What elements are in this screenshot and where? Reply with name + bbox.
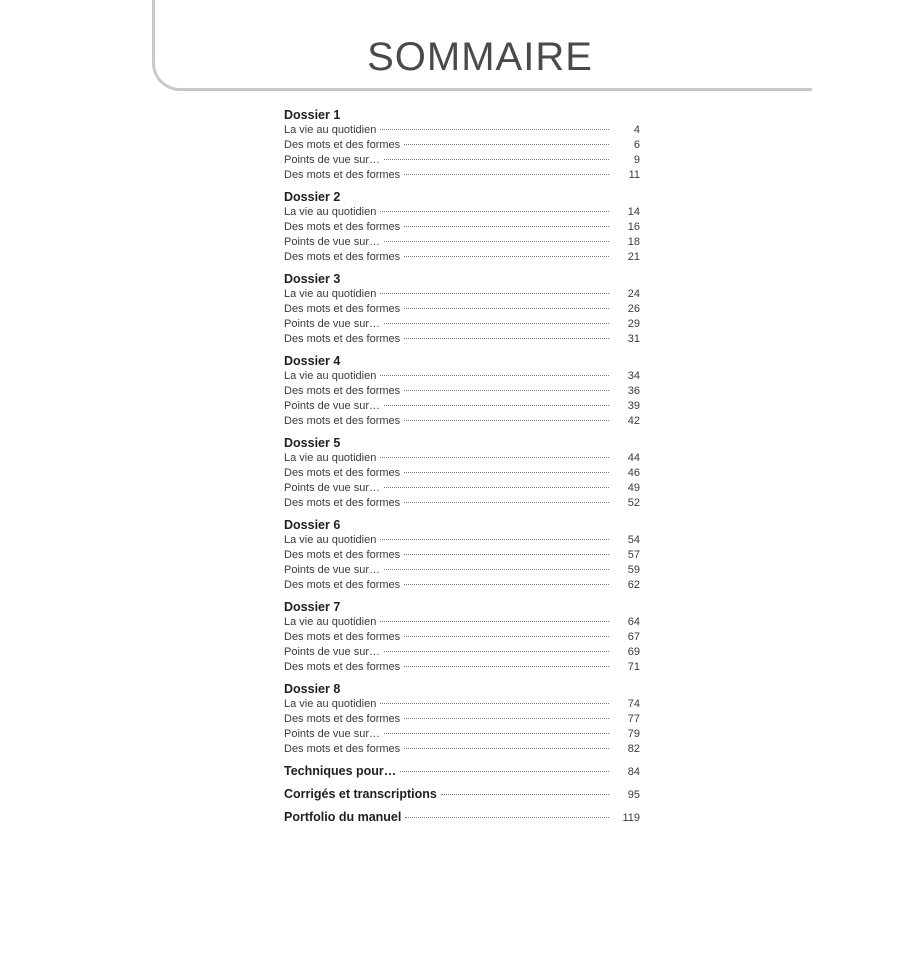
entry-page: 84 xyxy=(627,766,640,778)
entry-label: La vie au quotidien xyxy=(284,534,377,546)
entry-label: Des mots et des formes xyxy=(284,579,401,591)
entry-page: 16 xyxy=(627,221,640,233)
dot-leader xyxy=(404,390,609,391)
entry-page: 54 xyxy=(627,534,640,546)
dot-leader xyxy=(404,584,609,585)
entry-label: Points de vue sur… xyxy=(284,728,380,740)
entry-label: Des mots et des formes xyxy=(284,467,401,479)
entry-label: La vie au quotidien xyxy=(284,206,377,218)
toc-entry xyxy=(284,153,640,168)
toc-entry xyxy=(284,399,640,414)
entry-label: Corrigés et transcriptions xyxy=(284,787,437,801)
entry-page: 11 xyxy=(628,169,640,181)
toc-entry xyxy=(284,742,640,757)
entry-label: Des mots et des formes xyxy=(284,221,401,233)
entry-page: 95 xyxy=(627,789,640,801)
dot-leader xyxy=(404,718,609,719)
dossier-section xyxy=(284,599,640,675)
entry-page: 67 xyxy=(627,631,640,643)
entry-page: 57 xyxy=(627,549,640,561)
dot-leader xyxy=(384,569,609,570)
dot-leader xyxy=(405,817,609,818)
entry-label: La vie au quotidien xyxy=(284,698,377,710)
entry-page: 6 xyxy=(633,139,640,151)
toc-entry xyxy=(284,414,640,429)
toc-entry xyxy=(284,302,640,317)
dot-leader xyxy=(404,308,609,309)
entry-label: La vie au quotidien xyxy=(284,124,377,136)
toc-entry xyxy=(284,168,640,183)
toc-entry xyxy=(284,250,640,265)
toc-entry xyxy=(284,466,640,481)
dot-leader xyxy=(400,771,609,772)
dot-leader xyxy=(380,457,609,458)
entry-label: Des mots et des formes xyxy=(284,139,401,151)
entry-label: La vie au quotidien xyxy=(284,616,377,628)
dossier-section xyxy=(284,681,640,757)
toc-entry xyxy=(284,384,640,399)
entry-label: Des mots et des formes xyxy=(284,169,401,181)
entry-label: Points de vue sur… xyxy=(284,318,380,330)
entry-label: Points de vue sur… xyxy=(284,236,380,248)
entry-label: La vie au quotidien xyxy=(284,370,377,382)
dossier-title: Dossier 6 xyxy=(284,518,341,532)
entry-label: Des mots et des formes xyxy=(284,303,401,315)
dot-leader xyxy=(384,651,609,652)
dot-leader xyxy=(384,241,609,242)
toc-entry xyxy=(284,235,640,250)
toc-entry xyxy=(284,563,640,578)
dot-leader xyxy=(404,636,609,637)
dossier-title: Dossier 3 xyxy=(284,272,341,286)
entry-page: 82 xyxy=(627,743,640,755)
dot-leader xyxy=(404,748,609,749)
page-title: SOMMAIRE xyxy=(367,35,593,79)
entry-label: Des mots et des formes xyxy=(284,549,401,561)
entry-label: Points de vue sur… xyxy=(284,400,380,412)
dot-leader xyxy=(380,211,609,212)
entry-label: Des mots et des formes xyxy=(284,631,401,643)
toc-entry xyxy=(284,287,640,302)
dossier-title: Dossier 8 xyxy=(284,682,341,696)
entry-page: 77 xyxy=(627,713,640,725)
entry-label: Des mots et des formes xyxy=(284,497,401,509)
toc-entry xyxy=(284,332,640,347)
entry-label: Des mots et des formes xyxy=(284,415,401,427)
toc-entry xyxy=(284,205,640,220)
toc-entry xyxy=(284,578,640,593)
entry-page: 59 xyxy=(627,564,640,576)
dot-leader xyxy=(380,129,609,130)
toc-entry xyxy=(284,697,640,712)
dot-leader xyxy=(441,794,609,795)
entry-label: Des mots et des formes xyxy=(284,661,401,673)
dossier-title: Dossier 7 xyxy=(284,600,341,614)
toc-entry-corriges xyxy=(284,786,640,803)
dot-leader xyxy=(384,405,609,406)
dot-leader xyxy=(384,733,609,734)
toc-entry xyxy=(284,548,640,563)
entry-page: 119 xyxy=(622,812,640,824)
entry-label: Des mots et des formes xyxy=(284,713,401,725)
dot-leader xyxy=(404,502,609,503)
entry-label: La vie au quotidien xyxy=(284,452,377,464)
entry-page: 26 xyxy=(627,303,640,315)
entry-page: 74 xyxy=(627,698,640,710)
entry-page: 29 xyxy=(627,318,640,330)
dot-leader xyxy=(404,554,609,555)
toc-entry xyxy=(284,317,640,332)
entry-page: 62 xyxy=(627,579,640,591)
toc-entry xyxy=(284,645,640,660)
entry-label: Points de vue sur… xyxy=(284,646,380,658)
table-of-contents xyxy=(284,107,640,832)
entry-page: 9 xyxy=(633,154,640,166)
entry-label: Des mots et des formes xyxy=(284,333,401,345)
entry-label: Portfolio du manuel xyxy=(284,810,402,824)
toc-entry-portfolio xyxy=(284,809,640,826)
entry-page: 14 xyxy=(627,206,640,218)
entry-page: 52 xyxy=(627,497,640,509)
entry-label: La vie au quotidien xyxy=(284,288,377,300)
toc-entry xyxy=(284,451,640,466)
entry-page: 71 xyxy=(627,661,640,673)
toc-entry xyxy=(284,533,640,548)
toc-entry xyxy=(284,496,640,511)
entry-page: 69 xyxy=(627,646,640,658)
entry-label: Points de vue sur… xyxy=(284,564,380,576)
dot-leader xyxy=(380,621,609,622)
dossier-section xyxy=(284,189,640,265)
dot-leader xyxy=(384,323,609,324)
dossier-section xyxy=(284,107,640,183)
dot-leader xyxy=(404,472,609,473)
dossier-title: Dossier 1 xyxy=(284,108,341,122)
dossier-section xyxy=(284,435,640,511)
entry-page: 24 xyxy=(627,288,640,300)
toc-entry xyxy=(284,138,640,153)
dossier-title: Dossier 2 xyxy=(284,190,341,204)
entry-label: Des mots et des formes xyxy=(284,385,401,397)
entry-label: Points de vue sur… xyxy=(284,482,380,494)
dot-leader xyxy=(404,174,609,175)
entry-page: 46 xyxy=(627,467,640,479)
entry-page: 31 xyxy=(627,333,640,345)
dossier-section xyxy=(284,353,640,429)
dot-leader xyxy=(380,539,609,540)
entry-page: 49 xyxy=(627,482,640,494)
toc-entry xyxy=(284,123,640,138)
toc-entry-techniques xyxy=(284,763,640,780)
dot-leader xyxy=(380,293,609,294)
dot-leader xyxy=(384,159,609,160)
toc-entry xyxy=(284,615,640,630)
dot-leader xyxy=(380,375,609,376)
entry-label: Des mots et des formes xyxy=(284,251,401,263)
entry-page: 64 xyxy=(627,616,640,628)
dossier-title: Dossier 4 xyxy=(284,354,341,368)
dot-leader xyxy=(404,256,609,257)
toc-entry xyxy=(284,727,640,742)
dossier-section xyxy=(284,271,640,347)
entry-label: Points de vue sur… xyxy=(284,154,380,166)
entry-page: 18 xyxy=(627,236,640,248)
dot-leader xyxy=(404,666,609,667)
entry-page: 36 xyxy=(627,385,640,397)
dossier-title: Dossier 5 xyxy=(284,436,341,450)
entry-page: 39 xyxy=(627,400,640,412)
entry-page: 79 xyxy=(627,728,640,740)
dot-leader xyxy=(380,703,609,704)
dot-leader xyxy=(384,487,609,488)
dossier-section xyxy=(284,517,640,593)
toc-entry xyxy=(284,712,640,727)
entry-page: 4 xyxy=(633,124,640,136)
toc-entry xyxy=(284,481,640,496)
entry-page: 42 xyxy=(627,415,640,427)
toc-entry xyxy=(284,369,640,384)
entry-page: 44 xyxy=(627,452,640,464)
entry-label: Des mots et des formes xyxy=(284,743,401,755)
dot-leader xyxy=(404,226,609,227)
toc-entry xyxy=(284,630,640,645)
entry-label: Techniques pour… xyxy=(284,764,397,778)
entry-page: 34 xyxy=(627,370,640,382)
dot-leader xyxy=(404,420,609,421)
toc-entry xyxy=(284,660,640,675)
entry-page: 21 xyxy=(627,251,640,263)
dot-leader xyxy=(404,144,609,145)
dot-leader xyxy=(404,338,609,339)
toc-entry xyxy=(284,220,640,235)
